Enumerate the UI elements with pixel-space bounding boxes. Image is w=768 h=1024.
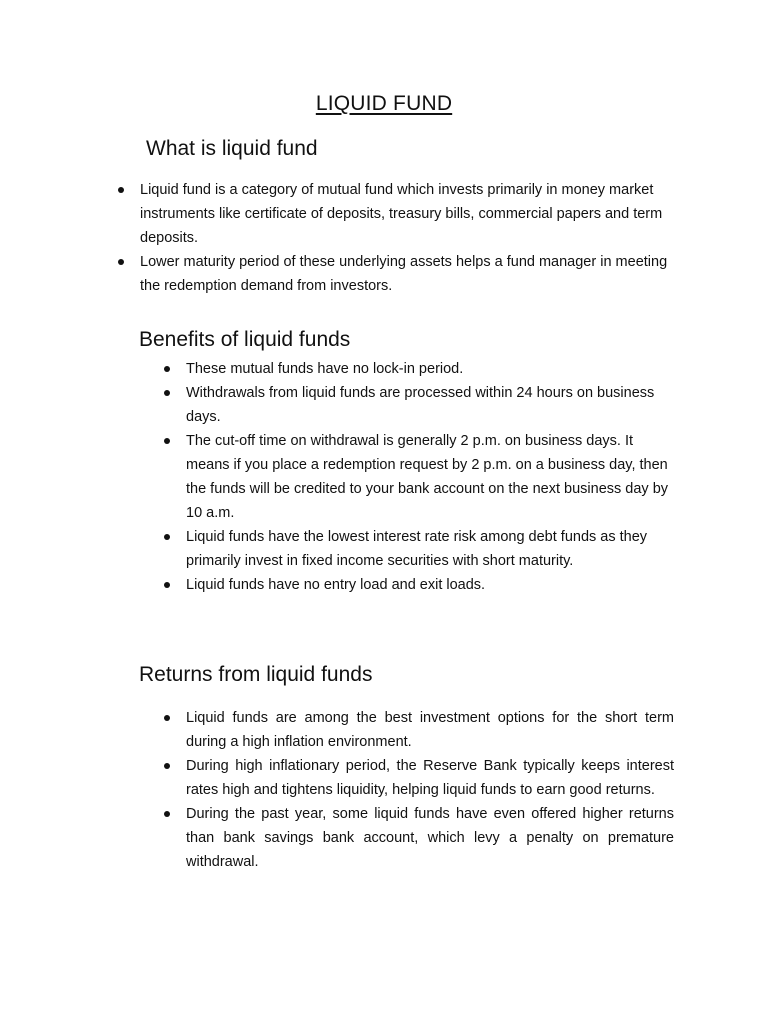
bullet-icon (164, 534, 170, 540)
bullet-icon (118, 187, 124, 193)
bullet-icon (164, 366, 170, 372)
bullet-list-returns (186, 706, 674, 874)
bullet-icon (164, 390, 170, 396)
list-item: These mutual funds have no lock-in period. (186, 357, 676, 381)
list-item: Lower maturity period of these underlying assets helps a fund manager in meeting the redemption demand from investors. (140, 250, 670, 298)
list-item: During high inflationary period, the Reserve Bank typically keeps interest rates high and tightens liquidity, helping liquid funds to earn good returns. (186, 754, 674, 802)
bullet-list-benefits (186, 357, 676, 597)
bullet-icon (164, 811, 170, 817)
list-item: The cut-off time on withdrawal is generally 2 p.m. on business days. It means if you place a redemption request by 2 p.m. on a business day, then the funds will be credited to your bank account on the next business day by 10 a.m. (186, 429, 676, 525)
list-item: Liquid funds have the lowest interest rate risk among debt funds as they primarily invest in fixed income securities with short maturity. (186, 525, 676, 573)
bullet-icon (164, 438, 170, 444)
section-heading-benefits: Benefits of liquid funds (139, 328, 351, 351)
bullet-icon (164, 715, 170, 721)
list-item: Liquid fund is a category of mutual fund which invests primarily in money market instruments like certificate of deposits, treasury bills, commercial papers and term deposits. (140, 178, 670, 250)
list-item: Liquid funds have no entry load and exit loads. (186, 573, 676, 597)
bullet-icon (164, 582, 170, 588)
list-item: During the past year, some liquid funds have even offered higher returns than bank savings bank account, which levy a penalty on premature withdrawal. (186, 802, 674, 874)
bullet-icon (164, 763, 170, 769)
bullet-list-what-is (140, 178, 670, 298)
list-item: Liquid funds are among the best investment options for the short term during a high inflation environment. (186, 706, 674, 754)
bullet-icon (118, 259, 124, 265)
section-heading-what-is: What is liquid fund (146, 137, 318, 160)
list-item: Withdrawals from liquid funds are processed within 24 hours on business days. (186, 381, 676, 429)
document-title: LIQUID FUND (315, 92, 453, 115)
section-heading-returns: Returns from liquid funds (139, 663, 373, 686)
